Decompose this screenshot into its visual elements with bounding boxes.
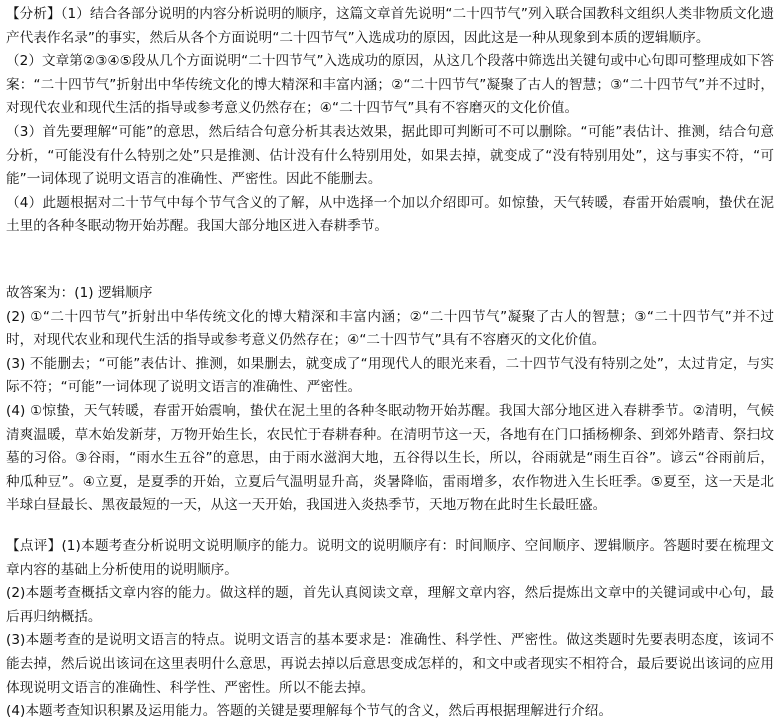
analysis-paragraph-1: 【分析】（1）结合各部分说明的内容分析说明的顺序，这篇文章首先说明“二十四节气”列入联合国教科文组织人类非物质文化遗产代表作名录”的事实，然后从各个方面说明“二十四节气”入选成功的原因，因此这是一种从现象到本质的逻辑顺序。 [6,6,774,46]
analysis-paragraph-2: （2）文章第②③④⑤段从几个方面说明“二十四节气”入选成功的原因，从这几个段落中筛选出关键句或中心句即可整理成如下答案：“二十四节气”折射出中华传统文化的博大精深和丰富内涵；②“二十四节气”凝聚了古人的智慧；③“二十四节气”并不过时，对现代农业和现代生活的指导或参考意义仍然存在；④“二十四节气”具有不容磨灭的文化价值。 [6,53,774,117]
answer-paragraph-2: (2) ①“二十四节气”折射出中华传统文化的博大精深和丰富内涵；②“二十四节气”凝聚了古人的智慧；③“二十四节气”并不过时，对现代农业和现代生活的指导或参考意义仍然存在；④“二十四节气”具有不容磨灭的文化价值。 [6,308,774,349]
answer-paragraph-3: (3) 不能删去；“可能”表估计、推测，如果删去，就变成了“用现代人的眼光来看，二十四节气没有特别之处”，太过肯定，与实际不符；“可能”一词体现了说明文语言的准确性、严密性。 [6,355,774,396]
review-section [6,535,774,724]
answer-paragraph-1: 故答案为：(1) 逻辑顺序 [6,285,153,301]
review-paragraph-2: (2)本题考查概括文章内容的能力。做这样的题，首先认真阅读文章，理解文章内容，然后提炼出文章中的关键词或中心句，最后再归纳概括。 [6,585,774,625]
review-paragraph-3: (3)本题考查的是说明文语言的特点。说明文语言的基本要求是：准确性、科学性、严密性。做这类题时先要表明态度，该词不能去掉，然后说出该词在这里表明什么意思，再说去掉以后意思变成怎样的，和文中或者现实不相符合，最后要说出该词的应用体现说明文语言的准确性、科学性、严密性。所以不能去掉。 [6,632,774,696]
review-paragraph-4: (4)本题考查知识积累及运用能力。答题的关键是要理解每个节气的含义，然后再根据理解进行介绍。 [6,703,613,720]
analysis-paragraph-3: （3）首先要理解“可能”的意思，然后结合句意分析其表达效果，据此即可判断可不可以删除。“可能”表估计、推测，结合句意分析，“可能没有什么特别之处”只是推测、估计没有什么特别用处，如果去掉，就变成了“没有特别用处”，这与事实不符，“可能”一词体现了说明文语言的准确性、严密性。因此不能删去。 [6,123,774,188]
review-paragraph-1: 【点评】(1)本题考查分析说明文说明顺序的能力。说明文的说明顺序有：时间顺序、空间顺序、逻辑顺序。答题时要在梳理文章内容的基础上分析使用的说明顺序。 [6,538,774,578]
answer-section [6,282,774,518]
analysis-section [6,3,774,239]
answer-paragraph-4: (4) ①惊蛰，天气转暖，春雷开始震响，蛰伏在泥土里的各种冬眠动物开始苏醒。我国大部分地区进入春耕季节。②清明，气候清爽温暖，草木始发新芽，万物开始生长，农民忙于春耕春种。在清明节这一天，各地有在门口插杨柳条、到郊外踏青、祭扫坟墓的习俗。③谷雨，“雨水生五谷”的意思，由于雨水滋润大地，五谷得以生长，所以，谷雨就是“雨生百谷”。谚云“谷雨前后，种瓜种豆”。④立夏，是夏季的开始，立夏后气温明显升高，炎暑降临，雷雨增多，农作物进入生长旺季。⑤夏至，这一天是北半球白昼最长、黑夜最短的一天，从这一天开始，我国进入炎热季节，天地万物在此时生长最旺盛。 [6,402,774,514]
analysis-paragraph-4: （4）此题根据对二十节气中每个节气含义的了解，从中选择一个加以介绍即可。如惊蛰，天气转暖，春雷开始震响，蛰伏在泥土里的各种冬眠动物开始苏醒。我国大部分地区进入春耕季节。 [6,194,774,235]
